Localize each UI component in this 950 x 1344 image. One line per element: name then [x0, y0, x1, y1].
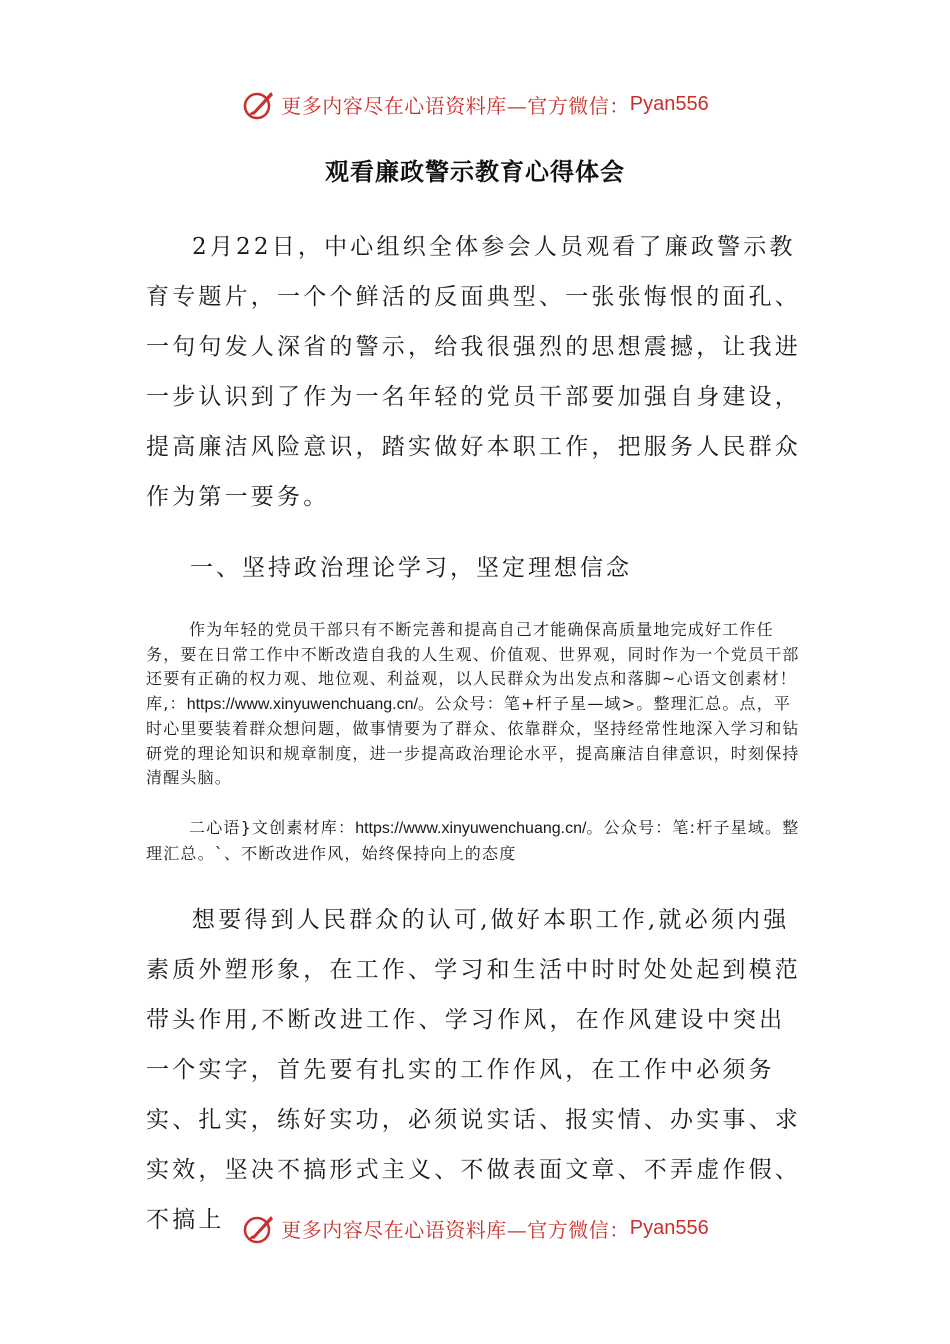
section-heading-1: 一、坚持政治理论学习，坚定理想信念: [190, 555, 632, 581]
banner-wechat-id: Pyan556: [629, 92, 709, 115]
paragraph-text: 。公众号：笔:杆子星域。整理汇总。`、不断改进作风，始终保持向上的态度: [146, 818, 800, 863]
footer-watermark-banner: [0, 1208, 950, 1248]
body-paragraph: 想要得到人民群众的认可,做好本职工作,就必须内强素质外塑形象，在工作、学习和生活中时时处处起到模范带头作用,不断改进工作、学习作风，在作风建设中突出一个实字，首先要有扎实的工作作风，在工作中必须务实、扎实，练好实功，必须说实话、报实情、办实事、求实效，坚决不搞形式主义、不做表面文章、不弄虚作假、不搞上: [146, 907, 801, 1233]
banner-text: 更多内容尽在心语资料库—官方微信：: [281, 1217, 630, 1242]
banner-wechat-id: Pyan556: [629, 1216, 709, 1239]
banner-text: 更多内容尽在心语资料库—官方微信：: [281, 93, 630, 118]
intro-paragraph: 2月22日，中心组织全体参会人员观看了廉政警示教育专题片，一个个鲜活的反面典型、一张张悔恨的面孔、一句句发人深省的警示，给我很强烈的思想震撼，让我进一步认识到了作为一名年轻的党员干部要加强自身建设，提高廉洁风险意识，踏实做好本职工作，把服务人民群众作为第一要务。: [146, 234, 801, 510]
url-text: https://www.xinyuwenchuang.cn/: [355, 820, 587, 837]
paragraph-text: 作为年轻的党员干部只有不断完善和提高自己才能确保高质量地完成好工作任务，要在日常工作中不断改造自我的人生观、价值观、世界观，同时作为一个党员干部还要有正确的权力观、地位观、利益观，以人民群众为出发点和落脚~心语文创素材！库,：: [146, 620, 800, 713]
small-paragraph-1: [146, 618, 806, 791]
url-text: https://www.xinyuwenchuang.cn/: [186, 695, 418, 713]
paragraph-text: 。公众号：笔+杆子星—域>。整理汇总。点，平时心里要装着群众想问题，做事情要为了群众、依靠群众，坚持经常性地深入学习和钻研党的理论知识和规章制度，进一步提高政治理论水平，提高廉洁自律意识，时刻保持清醒头脑。: [146, 693, 800, 787]
paragraph-text: 二心语}文创素材库：: [189, 818, 356, 837]
quill-logo-icon: [241, 86, 277, 122]
quill-logo-icon: [241, 1210, 277, 1246]
header-watermark-banner: [0, 84, 950, 124]
small-paragraph-2: [146, 816, 806, 866]
document-title: 观看廉政警示教育心得体会: [325, 158, 625, 186]
